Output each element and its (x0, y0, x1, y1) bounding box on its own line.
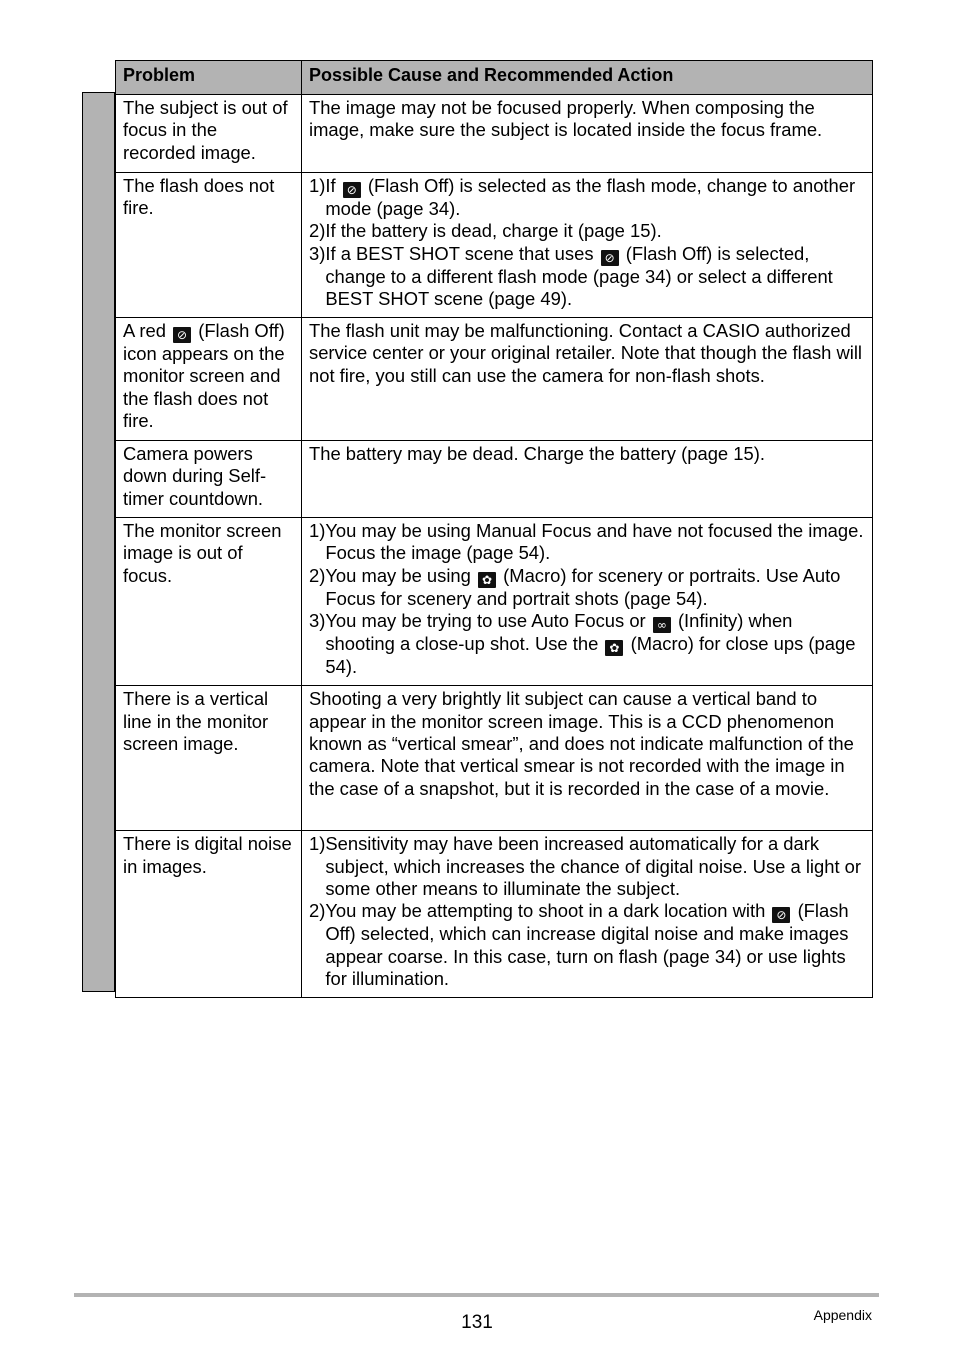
footer-divider (74, 1293, 879, 1297)
list-item: 3) You may be trying to use Auto Focus or ∞ (Infinity) when shooting a close-up shot. Use the ✿ (Macro) for close ups (page 54). (309, 610, 856, 678)
header-problem: Problem (116, 61, 302, 95)
problem-cell: The monitor screen image is out of focus. (116, 518, 302, 686)
action-cell (302, 173, 873, 318)
list-item: 2) You may be using ✿ (Macro) for scenery or portraits. Use Auto Focus for scenery and portrait shots (page 54). (309, 564, 841, 609)
action-cell: Shooting a very brightly lit subject can cause a vertical band to appear in the monitor screen image. This is a CCD phenomenon known as “vertical smear”, and does not indicate malfunction of the camera. Note that vertical smear is not recorded with the image in the case of a snapshot, but it is recorded in the case of a movie. (302, 686, 873, 831)
list-item: 3) If a BEST SHOT scene that uses ⊘ (Flash Off) is selected, change to a different flash mode (page 34) or select a different BEST SHOT scene (page 49). (309, 242, 833, 309)
section-label: Appendix (813, 1307, 872, 1323)
flash-off-icon: ⊘ (772, 907, 790, 923)
action-cell: The battery may be dead. Charge the battery (page 15). (302, 441, 873, 518)
flash-off-icon: ⊘ (601, 250, 619, 266)
problem-cell: Camera powers down during Self-timer countdown. (116, 441, 302, 518)
flash-off-icon: ⊘ (343, 182, 361, 198)
macro-icon: ✿ (605, 640, 623, 656)
problem-cell: A red ⊘ (Flash Off) icon appears on the monitor screen and the flash does not fire. (116, 318, 302, 441)
header-cause-action: Possible Cause and Recommended Action (302, 61, 873, 95)
table-row (116, 318, 873, 441)
list-item: 1) You may be using Manual Focus and have not focused the image. Focus the image (page 54). (309, 520, 864, 564)
problem-cell: There is digital noise in images. (116, 831, 302, 998)
page-number: 131 (461, 1312, 493, 1333)
flash-off-icon: ⊘ (173, 327, 191, 343)
table-row (116, 441, 873, 518)
troubleshooting-table (115, 60, 873, 998)
table-row (116, 686, 873, 831)
action-cell: The image may not be focused properly. When composing the image, make sure the subject is located inside the focus frame. (302, 95, 873, 173)
list-item: 1) Sensitivity may have been increased automatically for a dark subject, which increases the chance of digital noise. Use a light or some other means to illuminate the subject. (309, 833, 862, 899)
table-row (116, 173, 873, 318)
table-row (116, 95, 873, 173)
list-item: 2) If the battery is dead, charge it (page 15). (309, 220, 662, 242)
macro-icon: ✿ (478, 572, 496, 588)
action-cell: The flash unit may be malfunctioning. Contact a CASIO authorized service center or your original retailer. Note that though the flash will not fire, you still can use the camera for non-flash shots. (302, 318, 873, 441)
problem-cell: There is a vertical line in the monitor screen image. (116, 686, 302, 831)
action-cell (302, 831, 873, 998)
table-row (116, 518, 873, 686)
infinity-icon: ∞ (653, 617, 671, 633)
list-item: 1) If ⊘ (Flash Off) is selected as the flash mode, change to another mode (page 34). (309, 175, 856, 219)
list-item: 2) You may be attempting to shoot in a dark location with ⊘ (Flash Off) selected, which can increase digital noise and make images appear coarse. In this case, turn on flash (page 34) or use lights for illumination. (309, 900, 849, 989)
table-header-row (116, 61, 873, 95)
section-tab-bar (82, 92, 115, 992)
problem-cell: The flash does not fire. (116, 173, 302, 318)
table-row (116, 831, 873, 998)
problem-cell: The subject is out of focus in the recorded image. (116, 95, 302, 173)
action-cell (302, 518, 873, 686)
